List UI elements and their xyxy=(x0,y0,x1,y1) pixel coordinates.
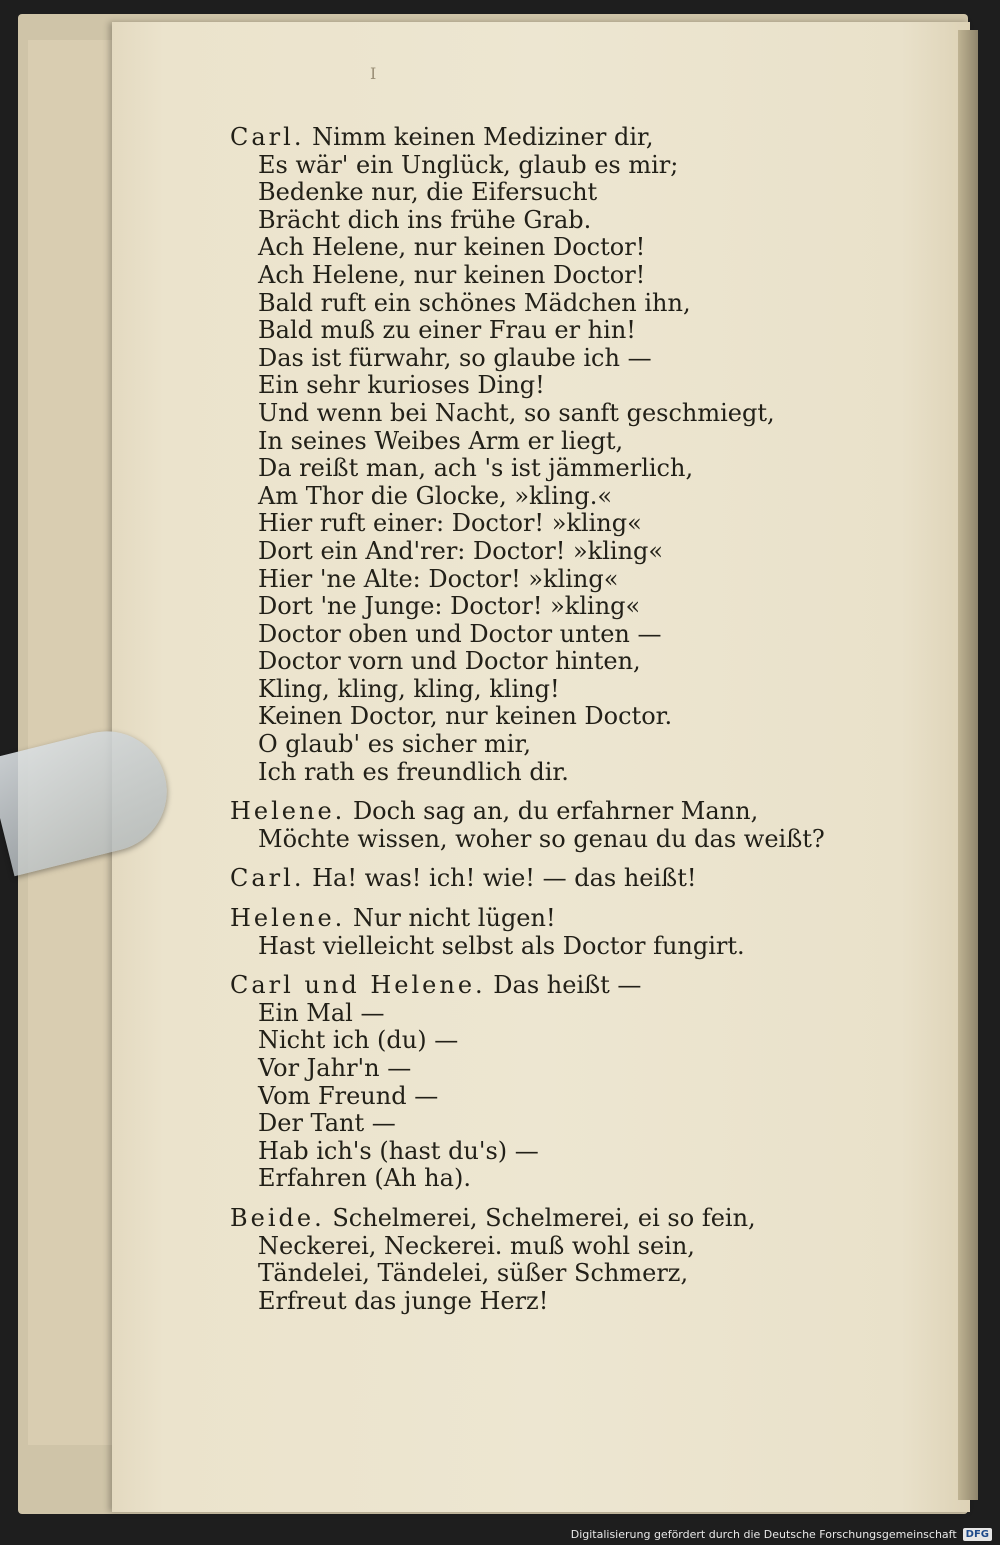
line-text: O glaub' es sicher mir, xyxy=(258,730,531,759)
line-text: Tändelei, Tändelei, süßer Schmerz, xyxy=(258,1259,689,1288)
verse-line xyxy=(230,372,840,400)
verse-line xyxy=(230,731,840,759)
line-text: Dort 'ne Junge: Doctor! »kling« xyxy=(258,592,641,621)
verse-line xyxy=(230,676,840,704)
line-text: Ha! was! ich! wie! — das heißt! xyxy=(304,864,697,893)
speaker-name: Carl. xyxy=(230,123,305,151)
funding-note: Digitalisierung gefördert durch die Deutsche Forschungsgemeinschaft xyxy=(570,1527,957,1541)
verse-line xyxy=(230,1260,840,1288)
line-text: Ach Helene, nur keinen Doctor! xyxy=(258,233,646,262)
verse-line xyxy=(230,933,840,961)
stanza xyxy=(230,905,840,960)
line-text: Doctor oben und Doctor unten — xyxy=(258,619,662,648)
verse-line xyxy=(230,1055,840,1083)
line-text: Keinen Doctor, nur keinen Doctor. xyxy=(258,702,673,731)
dfg-logo: DFG xyxy=(963,1528,992,1541)
verse-line xyxy=(230,179,840,207)
line-text: Da reißt man, ach 's ist jämmerlich, xyxy=(258,454,694,483)
line-text: Hab ich's (hast du's) — xyxy=(258,1136,539,1165)
poem-text xyxy=(230,124,840,1327)
verse-line xyxy=(230,1110,840,1138)
verse-line xyxy=(230,648,840,676)
line-text: Ein sehr kurioses Ding! xyxy=(258,371,545,400)
line-text: Möchte wissen, woher so genau du das weißt? xyxy=(258,824,825,853)
line-text: Kling, kling, kling, kling! xyxy=(258,674,560,703)
line-text: Vor Jahr'n — xyxy=(258,1054,412,1082)
verse-line xyxy=(230,538,840,566)
page-mark: I xyxy=(370,64,377,83)
verse-line xyxy=(230,234,840,262)
line-text: Bald ruft ein schönes Mädchen ihn, xyxy=(258,288,691,317)
verse-line xyxy=(230,317,840,345)
verse-line xyxy=(230,1288,840,1316)
line-text: Schelmerei, Schelmerei, ei so fein, xyxy=(324,1203,756,1232)
speaker-name: Helene. xyxy=(230,797,346,826)
verse-line xyxy=(230,483,840,511)
verse-line xyxy=(230,1233,840,1261)
line-text: Doch sag an, du erfahrner Mann, xyxy=(345,797,759,826)
verse-line xyxy=(230,345,840,373)
line-text: Nicht ich (du) — xyxy=(258,1026,459,1055)
line-text: In seines Weibes Arm er liegt, xyxy=(258,426,624,455)
line-text: Dort ein And'rer: Doctor! »kling« xyxy=(258,536,664,565)
line-text: Bald muß zu einer Frau er hin! xyxy=(258,316,636,345)
verse-line xyxy=(230,703,840,731)
line-text: Neckerei, Neckerei. muß wohl sein, xyxy=(258,1231,695,1260)
verse-line xyxy=(230,428,840,456)
verse-line xyxy=(230,1083,840,1111)
speaker-name: Carl und Helene. xyxy=(230,971,486,1000)
line-text: Vom Freund — xyxy=(258,1081,439,1110)
line-text: Brächt dich ins frühe Grab. xyxy=(258,205,592,234)
stanza xyxy=(230,124,840,786)
verse-line xyxy=(230,290,840,318)
verse-line xyxy=(230,1138,840,1166)
show-through-text xyxy=(850,140,960,1360)
speaker-line xyxy=(230,865,840,893)
speaker-line xyxy=(230,798,840,826)
stanza xyxy=(230,798,840,853)
speaker-line xyxy=(230,905,840,933)
stanza xyxy=(230,972,840,1193)
line-text: Nimm keinen Mediziner dir, xyxy=(304,123,654,151)
verse-line xyxy=(230,593,840,621)
page-edge xyxy=(958,30,978,1500)
verse-line xyxy=(230,566,840,594)
line-text: Ach Helene, nur keinen Doctor! xyxy=(258,260,646,289)
speaker-line xyxy=(230,1205,840,1233)
line-text: Hier ruft einer: Doctor! »kling« xyxy=(258,509,642,538)
verse-line xyxy=(230,621,840,649)
line-text: Am Thor die Glocke, »kling.« xyxy=(258,481,613,510)
line-text: Der Tant — xyxy=(258,1109,396,1138)
verse-line xyxy=(230,826,840,854)
line-text: Nur nicht lügen! xyxy=(345,904,556,933)
verse-line xyxy=(230,400,840,428)
line-text: Hast vielleicht selbst als Doctor fungirt. xyxy=(258,931,745,960)
speaker-line xyxy=(230,124,840,152)
verse-line xyxy=(230,1165,840,1193)
speaker-name: Helene. xyxy=(230,904,346,933)
speaker-name: Carl. xyxy=(230,864,305,893)
verse-line xyxy=(230,510,840,538)
footer xyxy=(571,1525,992,1543)
line-text: Und wenn bei Nacht, so sanft geschmiegt, xyxy=(258,398,775,427)
line-text: Es wär' ein Unglück, glaub es mir; xyxy=(258,150,679,179)
line-text: Erfahren (Ah ha). xyxy=(258,1164,471,1193)
line-text: Erfreut das junge Herz! xyxy=(258,1286,549,1315)
stanza xyxy=(230,1205,840,1315)
line-text: Doctor vorn und Doctor hinten, xyxy=(258,647,641,676)
line-text: Ich rath es freundlich dir. xyxy=(258,757,569,786)
speaker-line xyxy=(230,972,840,1000)
verse-line xyxy=(230,759,840,787)
line-text: Das ist fürwahr, so glaube ich — xyxy=(258,343,652,372)
line-text: Ein Mal — xyxy=(258,998,385,1027)
verse-line xyxy=(230,207,840,235)
line-text: Bedenke nur, die Eifersucht xyxy=(258,178,598,207)
line-text: Hier 'ne Alte: Doctor! »kling« xyxy=(258,564,619,593)
verse-line xyxy=(230,1027,840,1055)
verse-line xyxy=(230,152,840,180)
verse-line xyxy=(230,455,840,483)
verse-line xyxy=(230,262,840,290)
line-text: Das heißt — xyxy=(485,971,642,1000)
verse-line xyxy=(230,1000,840,1028)
stanza xyxy=(230,865,840,893)
speaker-name: Beide. xyxy=(230,1203,325,1232)
